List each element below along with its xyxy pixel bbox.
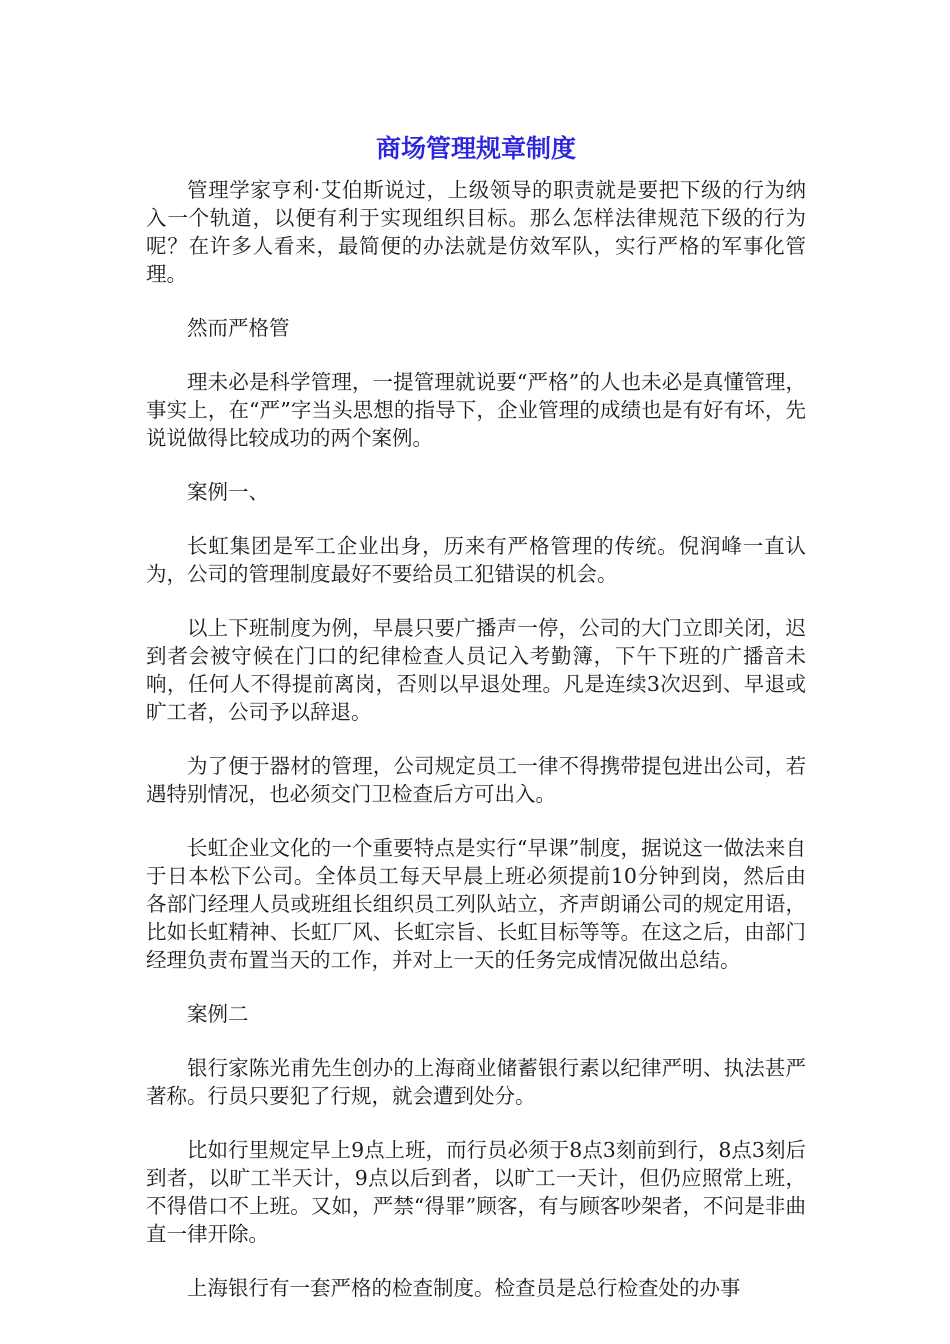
paragraph-shanghai-bank: 银行家陈光甫先生创办的上海商业储蓄银行素以纪律严明、执法甚严著称。行员只要犯了行规，就会遭到处分。 [146, 1056, 806, 1108]
paragraph-bank-hours: 比如行里规定早上9点上班，而行员必须于8点3刻前到行，8点3刻后到者，以旷工半天计，9点以后到者，以旷工一天计，但仍应照常上班，不得借口不上班。又如，严禁“得罪”顾客，有与顾客吵架者，不问是非曲直一律开除。 [146, 1138, 806, 1246]
document-page [146, 130, 806, 1302]
paragraph-however: 然而严格管 [187, 316, 290, 340]
heading-case-two: 案例二 [187, 1002, 249, 1026]
document-title: 商场管理规章制度 [375, 134, 576, 163]
paragraph-changhong-background: 长虹集团是军工企业出身，历来有严格管理的传统。倪润峰一直认为，公司的管理制度最好不要给员工犯错误的机会。 [146, 534, 806, 586]
paragraph-inspection-system: 上海银行有一套严格的检查制度。检查员是总行检查处的办事 [187, 1276, 741, 1300]
heading-case-one: 案例一、 [187, 480, 269, 504]
paragraph-morning-class: 长虹企业文化的一个重要特点是实行“早课”制度，据说这一做法来自于日本松下公司。全体员工每天早晨上班必须提前10分钟到岗，然后由各部门经理人员或班组长组织员工列队站立，齐声朗诵公司的规定用语，比如长虹精神、长虹厂风、长虹宗旨、长虹目标等等。在这之后，由部门经理负责布置当天的工作，并对上一天的任务完成情况做出总结。 [146, 836, 806, 972]
paragraph-intro: 管理学家亨利·艾伯斯说过，上级领导的职责就是要把下级的行为纳入一个轨道，以便有利于实现组织目标。那么怎样法律规范下级的行为呢？在许多人看来，最简便的办法就是仿效军队，实行严格的军事化管理。 [146, 178, 806, 286]
paragraph-equipment-rules: 为了便于器材的管理，公司规定员工一律不得携带提包进出公司，若遇特别情况，也必须交门卫检查后方可出入。 [146, 754, 806, 806]
paragraph-management-not-science: 理未必是科学管理，一提管理就说要“严格”的人也未必是真懂管理，事实上，在“严”字当头思想的指导下，企业管理的成绩也是有好有坏，先说说做得比较成功的两个案例。 [146, 370, 806, 450]
paragraph-attendance-rules: 以上下班制度为例，早晨只要广播声一停，公司的大门立即关闭，迟到者会被守候在门口的纪律检查人员记入考勤簿，下午下班的广播音未响，任何人不得提前离岗，否则以早退处理。凡是连续3次迟到、早退或旷工者，公司予以辞退。 [146, 616, 806, 724]
